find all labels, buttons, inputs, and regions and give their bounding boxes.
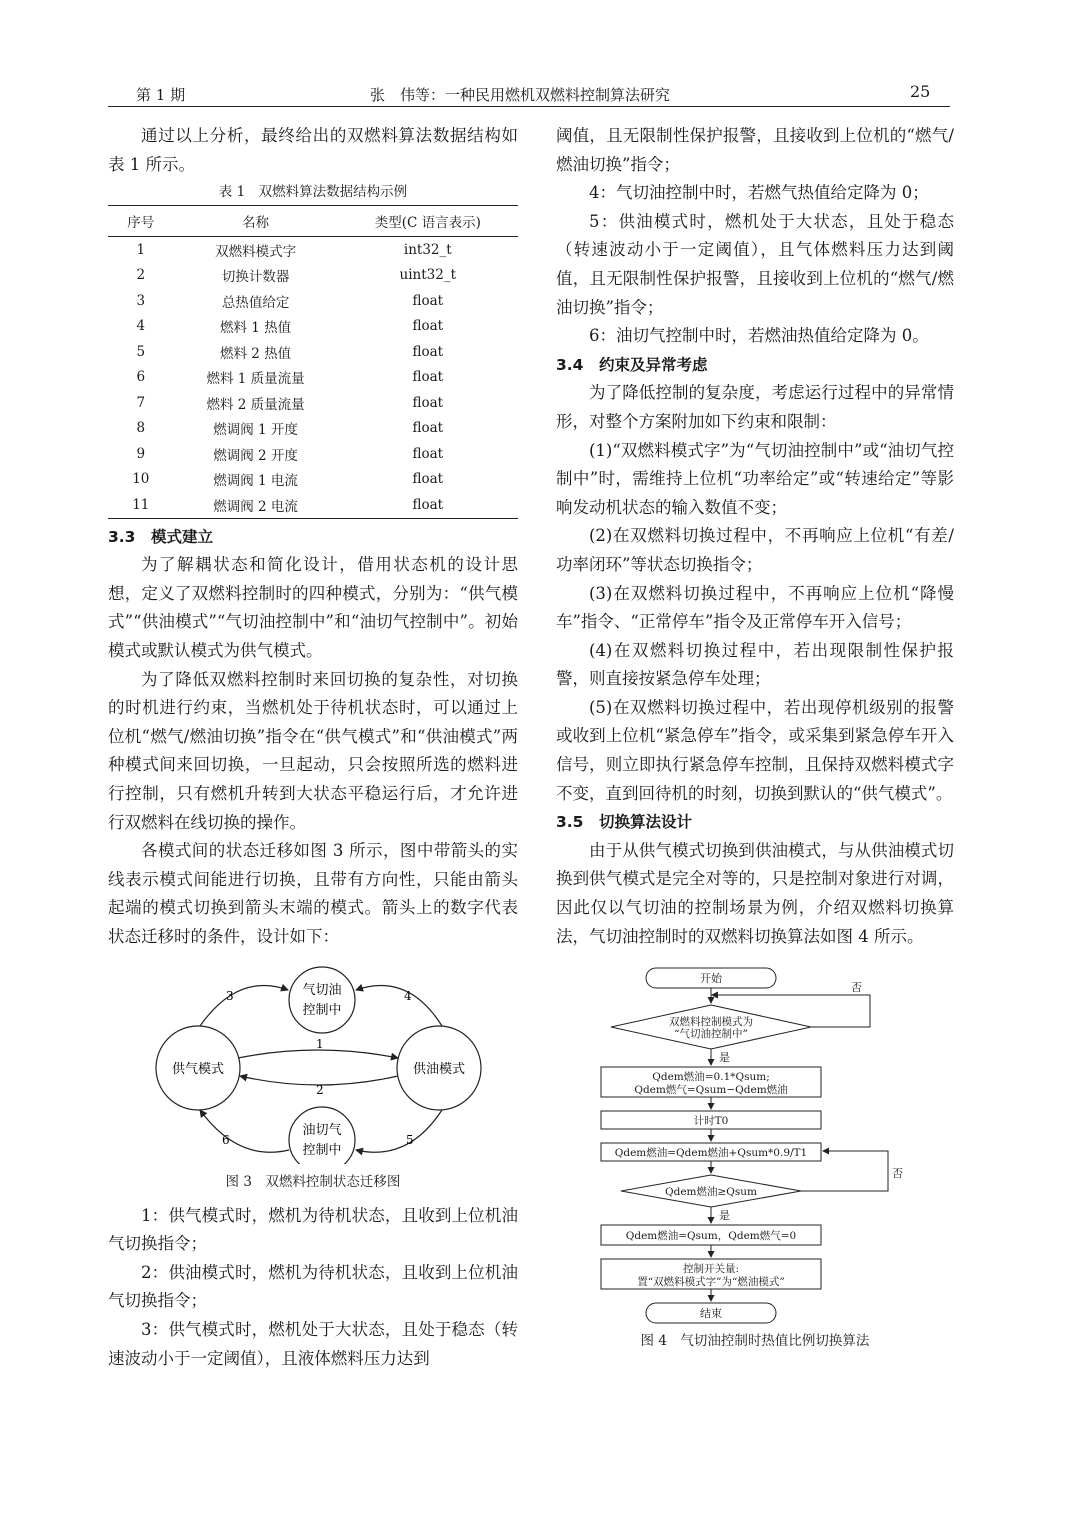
table-cell: 9 [136,445,146,462]
flow-box-label: Qdem燃油=Qsum，Qdem燃气=0 [625,1230,797,1243]
table-row [108,492,518,518]
left-column [108,122,518,1373]
table1-header-cell: 名称 [174,206,338,237]
header-title: 张 伟等：一种民用燃机双燃料控制算法研究 [370,86,671,104]
condition-3: 3：供气模式时，燃机处于大状态，且处于稳态（转速波动小于一定阈值），且液体燃料压力达到 [108,1319,518,1368]
table-row [108,263,518,289]
table-cell: 1 [136,241,146,258]
section-3-4-heading: 3.4 约束及异常考虑 [556,355,708,374]
edge-label: 5 [406,1132,414,1147]
table-row [108,237,518,263]
flow-box-label: Qdem燃油=0.1*Qsum; [652,1071,770,1084]
edge-4 [356,985,442,1026]
state-transition-diagram [108,966,518,1164]
table-cell: float [338,492,518,518]
table1-header-row [108,206,518,237]
table1-body [108,237,518,519]
header-page-number: 25 [910,82,931,101]
condition-2: 2：供油模式时，燃机为待机状态，且收到上位机油气切换指令； [108,1262,518,1311]
figure-3-caption: 图 3 双燃料控制状态迁移图 [225,1173,401,1190]
figure-3 [108,966,518,1194]
paragraph-modes: 为了解耦状态和简化设计，借用状态机的设计思想，定义了双燃料控制时的四种模式，分别为：“供气模式”“供油模式”“气切油控制中”和“油切气控制中”。初始模式或默认模式为供气模式。 [108,555,518,661]
paragraph-constraints-intro: 为了降低控制的复杂度，考虑运行过程中的异常情形，对整个方案附加如下约束和限制： [556,383,954,431]
table1 [108,205,518,519]
condition-5: 5：供油模式时，燃机处于大状态，且处于稳态（转速波动小于一定阈值），且气体燃料压力达到阈值，且无限制性保护报警，且接收到上位机的“燃气/燃油切换”指令； [556,211,954,317]
flow-box-label: 控制开关量: [682,1263,740,1276]
flow-box-label: Qdem燃油=Qdem燃油+Qsum*0.9/T1 [614,1147,808,1160]
table-cell: 双燃料模式字 [215,243,297,260]
edge-label: 4 [404,988,412,1003]
table-cell: 3 [136,292,146,309]
constraint-1: (1)“双燃料模式字”为“气切油控制中”或“油切气控制中”时，需维持上位机“功率给定”或“转速给定”等影响发动机状态的输入数值不变； [556,440,954,517]
table1-caption: 表 1 双燃料算法数据结构示例 [218,184,408,201]
edge-label: 2 [316,1082,324,1097]
table1-header-cell: 类型(C 语言表示) [338,206,518,237]
flow-box-label: 置“双燃料模式字”为“燃油模式” [637,1276,785,1289]
table-row [108,441,518,467]
flow-box-label: Qdem燃气=Qsum−Qdem燃油 [634,1084,788,1097]
constraint-4: (4)在双燃料切换过程中，若出现限制性保护报警，则直接按紧急停车处理； [556,640,954,689]
table-cell: float [412,445,444,462]
state-node-gas-to-oil [289,967,355,1033]
table-row [108,416,518,442]
table-cell: 燃调阀 2 开度 [213,447,298,464]
table-cell: uint32_t [399,267,457,284]
table-cell: 8 [136,420,146,437]
intro-paragraph: 通过以上分析，最终给出的双燃料算法数据结构如表 1 所示。 [108,126,518,174]
flow-start-label: 开始 [700,972,722,986]
section-3-3-heading: 3.3 模式建立 [108,527,213,546]
paragraph-state-transition: 各模式间的状态迁移如图 3 所示，图中带箭头的实线表示模式间能进行切换，且带有方向性，只能由箭头起端的模式切换到箭头末端的模式。箭头上的数字代表状态迁移时的条件，设计如下： [108,841,518,946]
condition-1: 1：供气模式时，燃机为待机状态，且收到上位机油气切换指令； [108,1205,518,1254]
header-issue: 第 1 期 [136,86,186,104]
table-cell: 燃调阀 1 开度 [213,422,298,439]
table-cell: int32_t [403,241,452,258]
edge-label: 6 [222,1132,230,1147]
flow-yes-label: 是 [719,1051,730,1065]
table-cell: 燃料 2 热值 [220,345,292,362]
flow-decision-label: “气切油控制中” [674,1028,748,1041]
table-cell: 燃调阀 1 电流 [213,473,298,490]
header-rule [108,106,950,107]
table-row [108,467,518,493]
flow-no-label: 否 [892,1167,903,1181]
edge-3 [200,985,288,1026]
state-label: 供气模式 [171,1061,225,1077]
table-cell: 燃料 2 质量流量 [206,396,305,413]
table-cell: 6 [136,369,146,386]
table-cell: 燃料 1 质量流量 [206,371,305,388]
condition-4: 4：气切油控制中时，若燃气热值给定降为 0； [589,183,929,203]
edge-6 [200,1110,289,1152]
table-cell: 11 [108,492,174,518]
table-cell: 2 [136,267,146,284]
state-label: 气切油 [302,982,342,998]
condition-3-continued: 阈值，且无限制性保护报警，且接收到上位机的“燃气/燃油切换”指令； [556,126,954,174]
flow-decision-label: Qdem燃油≥Qsum [664,1186,758,1199]
flow-no-label: 否 [851,981,862,995]
edge-1 [238,1050,398,1058]
state-label: 供油模式 [412,1061,466,1077]
section-3-5-heading: 3.5 切换算法设计 [556,813,692,832]
flow-end-label: 结束 [700,1307,722,1321]
edge-label: 1 [316,1036,324,1051]
table-cell: float [412,292,444,309]
table-row [108,288,518,314]
table-row [108,314,518,340]
table-row [108,390,518,416]
edge-label: 3 [226,988,234,1003]
edge-5 [356,1110,442,1152]
table-cell: float [412,394,444,411]
table-cell: 燃调阀 2 电流 [174,492,338,518]
flow-box-label: 计时T0 [693,1115,729,1128]
flowchart [556,965,954,1325]
table-row [108,339,518,365]
table-cell: float [412,420,444,437]
table-cell: 7 [136,394,146,411]
table-cell: 10 [132,471,150,488]
table-cell: float [412,343,444,360]
table-cell: 切换计数器 [221,269,290,286]
constraint-2: (2)在双燃料切换过程中，不再响应上位机“有差/功率闭环”等状态切换指令； [556,526,954,574]
paragraph-switch-timing: 为了降低双燃料控制时来回切换的复杂性，对切换的时机进行约束，当燃机处于待机状态时，可以通过上位机“燃气/燃油切换”指令在“供气模式”和“供油模式”两种模式间来回切换，一旦起动，只会按照所选的燃料进行控制，只有燃机升转到大状态平稳运行后，才允许进行双燃料在线切换的操作。 [108,669,518,832]
paragraph-switch-algorithm: 由于从供气模式切换到供油模式，与从供油模式切换到供气模式是完全对等的，只是控制对象进行对调，因此仅以气切油的控制场景为例，介绍双燃料切换算法，气切油控制时的双燃料切换算法如图 4 所示。 [556,840,954,946]
flow-decision-label: 双燃料控制模式为 [669,1016,753,1029]
table-row [108,365,518,391]
right-column [556,122,954,1353]
state-label: 控制中 [302,1002,342,1018]
table-cell: float [412,318,444,335]
table-cell: float [412,471,444,488]
state-label: 控制中 [302,1142,342,1158]
state-label: 油切气 [302,1122,342,1138]
table-cell: 5 [136,343,146,360]
constraint-5: (5)在双燃料切换过程中，若出现停机级别的报警或收到上位机“紧急停车”指令，或采集到紧急停车开入信号，则立即执行紧急停车控制，且保持双燃料模式字不变，直到回待机的时刻，切换到默认的“供气模式”。 [556,697,954,803]
table-cell: 总热值给定 [221,294,290,311]
condition-6: 6：油切气控制中时，若燃油热值给定降为 0。 [589,326,929,346]
figure-4-caption: 图 4 气切油控制时热值比例切换算法 [640,1333,870,1350]
table1-header-cell: 序号 [108,206,174,237]
table-cell: 燃料 1 热值 [220,320,292,337]
table-cell: 4 [136,318,146,335]
constraint-3: (3)在双燃料切换过程中，不再响应上位机“降慢车”指令、“正常停车”指令及正常停车开入信号； [556,583,954,632]
table-cell: float [412,369,444,386]
figure-4 [556,965,954,1353]
flow-yes-label: 是 [719,1209,730,1223]
